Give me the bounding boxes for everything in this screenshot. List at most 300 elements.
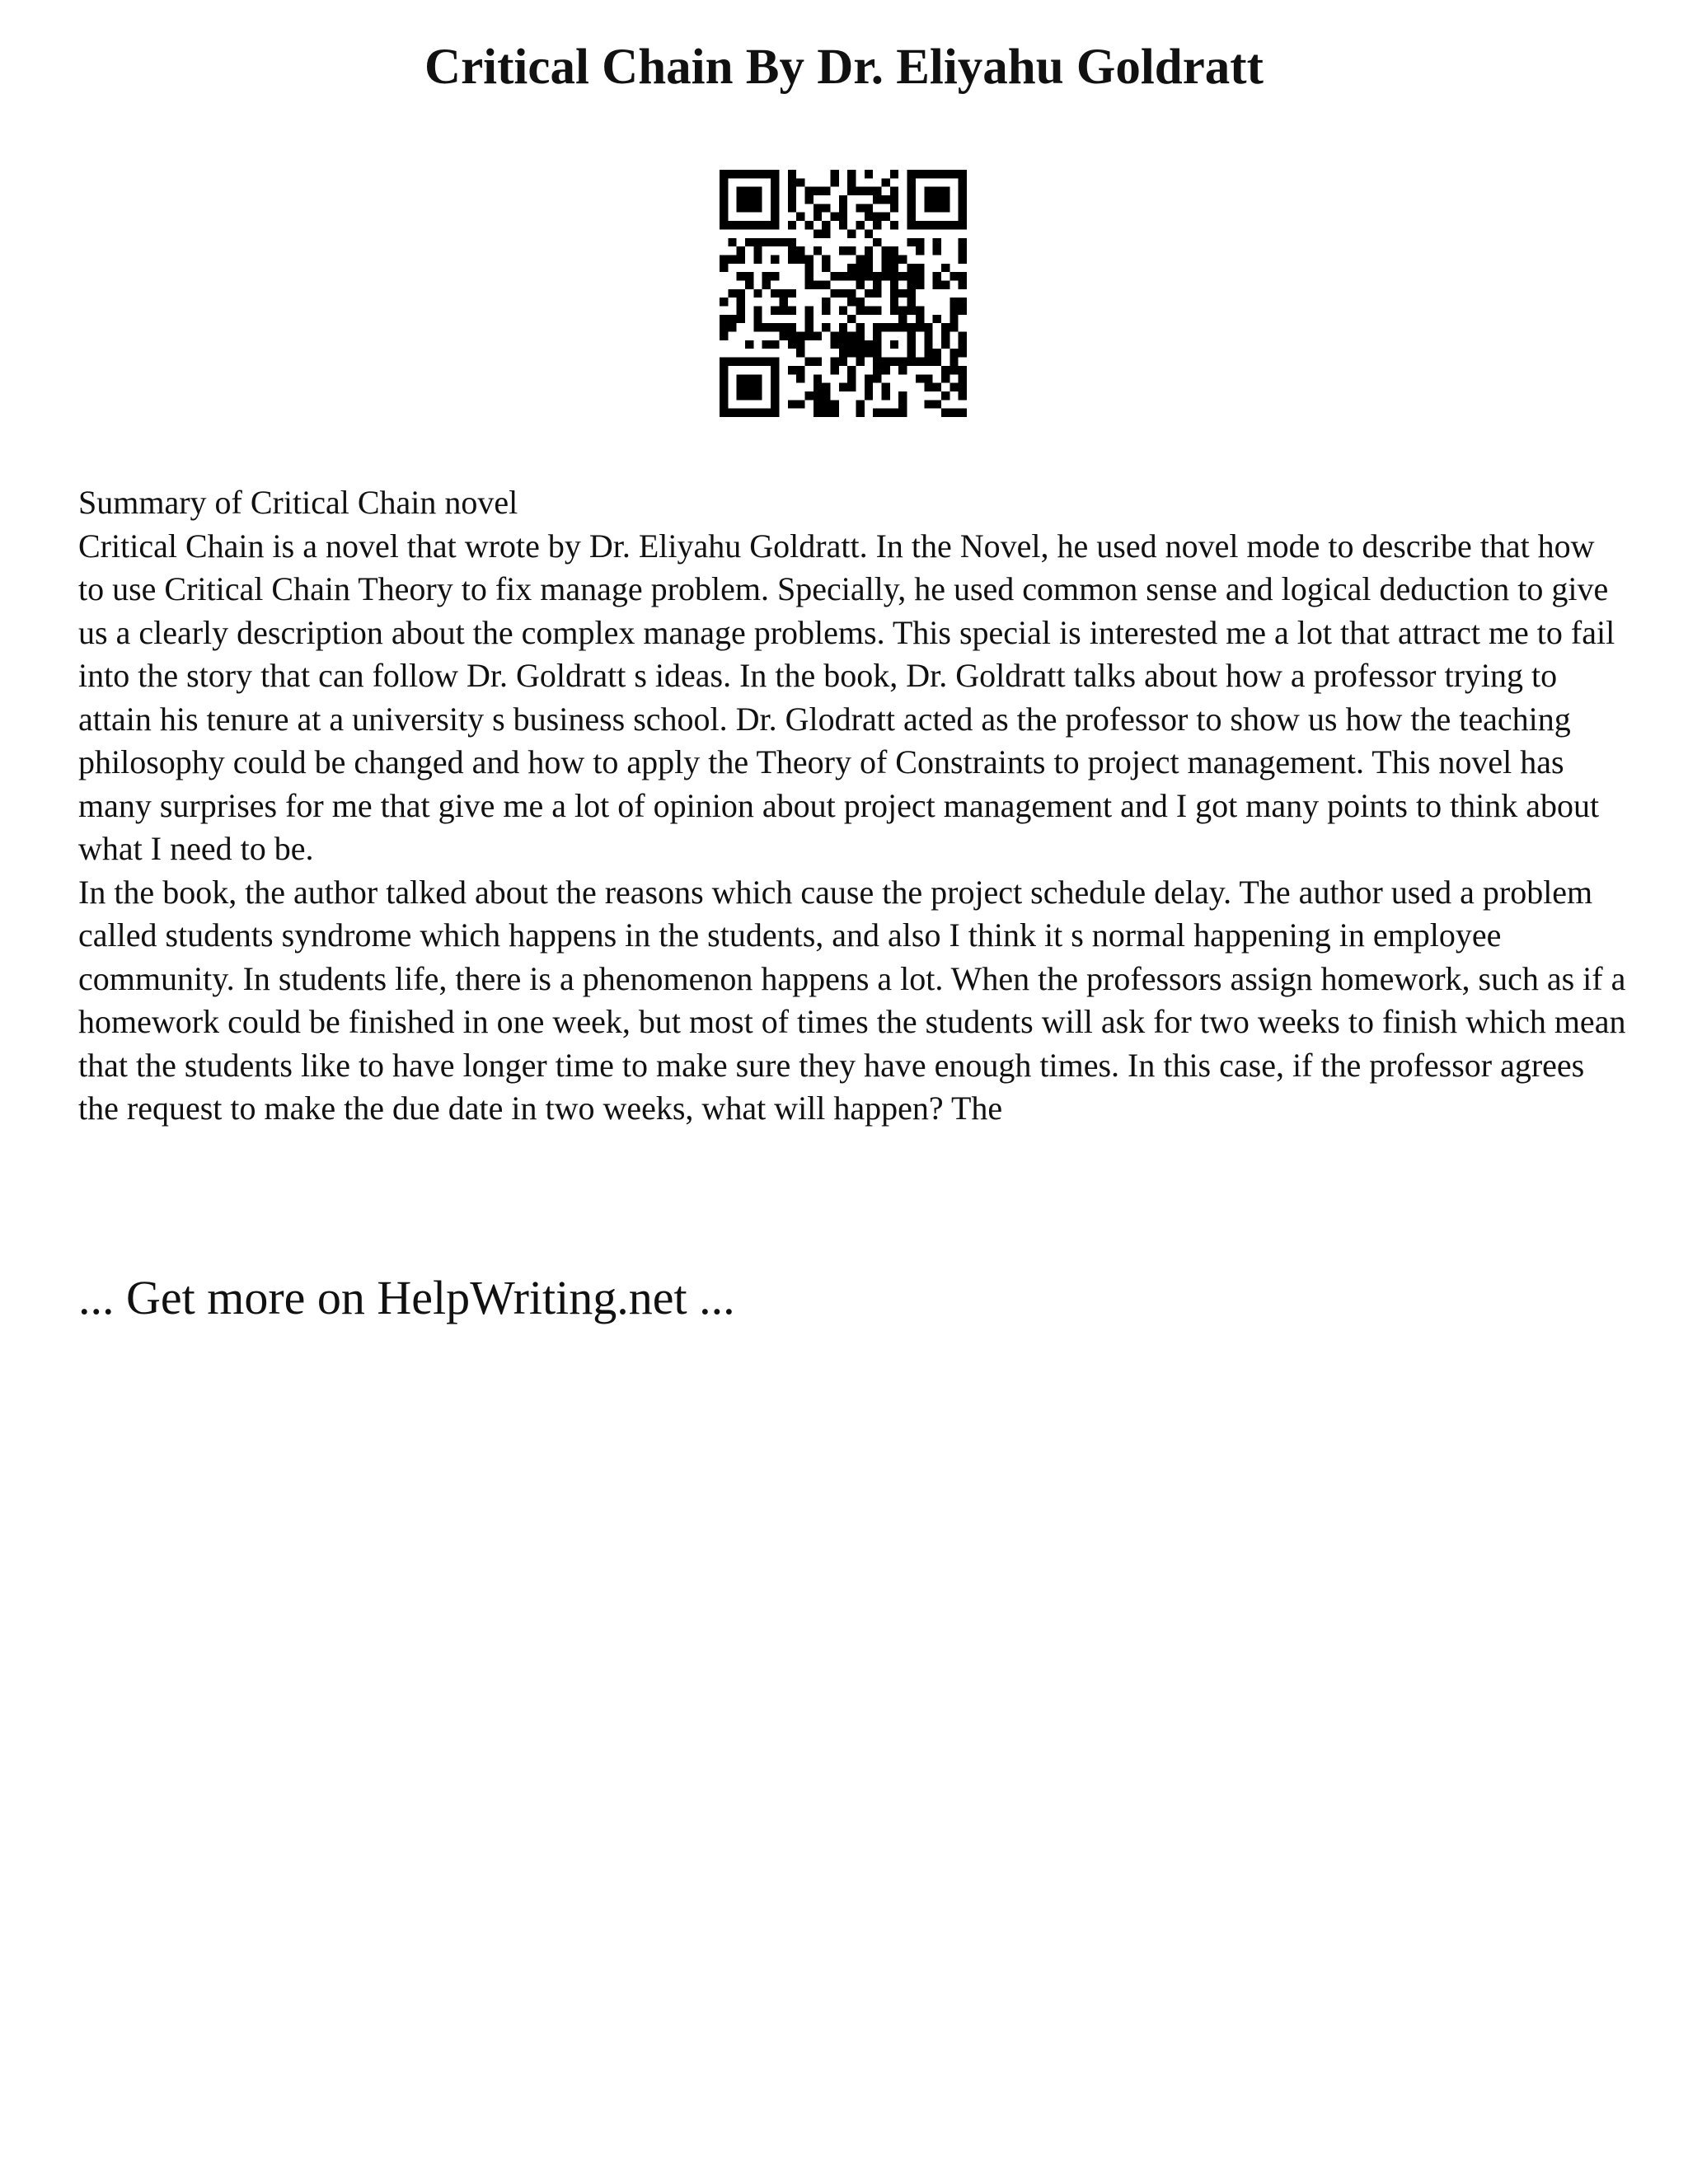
qr-module: [830, 170, 838, 178]
qr-module: [916, 264, 924, 272]
qr-module: [796, 374, 804, 382]
qr-module: [788, 255, 796, 263]
qr-module: [890, 298, 898, 306]
qr-module: [924, 332, 932, 340]
qr-module: [728, 358, 736, 366]
qr-module: [762, 238, 771, 246]
qr-module: [720, 400, 728, 408]
qr-module: [830, 213, 838, 221]
qr-module: [839, 195, 847, 204]
qr-module: [856, 221, 865, 229]
qr-module: [959, 307, 967, 315]
qr-module: [753, 315, 762, 323]
qr-module: [865, 349, 873, 357]
qr-module: [856, 204, 865, 212]
qr-module: [771, 358, 779, 366]
qr-module: [737, 221, 745, 229]
qr-module: [916, 315, 924, 323]
qr-module: [847, 229, 856, 237]
qr-module: [916, 272, 924, 280]
qr-module: [830, 340, 838, 349]
qr-module: [737, 289, 745, 298]
qr-module: [865, 246, 873, 255]
qr-module: [882, 246, 890, 255]
qr-module: [959, 204, 967, 212]
qr-module: [796, 178, 804, 186]
qr-module: [779, 238, 787, 246]
paragraph-1: Critical Chain is a novel that wrote by Dr. Eliyahu Goldratt. In the Novel, he used novel mode to describe that how to use Critical Chain Theory to fix manage problem. Specially, he used common sense and logical deduction to give us a clearly description about the complex manage problems. This special is interested me a lot that attract me to fail into the story that can follow Dr. Goldratt s ideas. In the book, Dr. Goldratt talks about how a professor trying to attain his tenure at a university s business school. Dr. Glodratt acted as the professor to show us how the teaching philosophy could be changed and how to apply the Theory of Constraints to project management. This novel has many surprises for me that give me a lot of opinion about project management and I got many points to think about what I need to be.: [78, 527, 1615, 867]
qr-module: [941, 323, 950, 331]
qr-module: [856, 358, 865, 366]
qr-module: [779, 289, 787, 298]
qr-module: [916, 374, 924, 382]
qr-module: [804, 280, 813, 288]
qr-module: [847, 383, 856, 391]
document-body: [78, 481, 1628, 1131]
qr-module: [762, 340, 771, 349]
qr-module: [788, 187, 796, 195]
qr-module: [950, 298, 958, 306]
qr-module: [933, 246, 941, 255]
qr-module: [788, 221, 796, 229]
qr-module: [907, 238, 916, 246]
qr-module: [907, 195, 916, 204]
qr-module: [907, 221, 916, 229]
qr-module: [771, 323, 779, 331]
qr-module: [865, 340, 873, 349]
summary-heading: Summary of Critical Chain novel: [78, 484, 518, 521]
qr-module: [924, 204, 932, 212]
qr-module: [839, 358, 847, 366]
qr-module: [907, 280, 916, 288]
qr-module: [771, 307, 779, 315]
qr-module: [959, 280, 967, 288]
qr-module: [796, 213, 804, 221]
qr-module: [959, 349, 967, 357]
qr-module: [933, 315, 941, 323]
qr-module: [822, 307, 830, 315]
qr-module: [916, 307, 924, 315]
qr-module: [950, 383, 958, 391]
qr-module: [720, 170, 728, 178]
qr-module: [898, 255, 907, 263]
qr-module: [856, 323, 865, 331]
qr-module: [907, 298, 916, 306]
qr-module: [856, 307, 865, 315]
qr-module: [924, 349, 932, 357]
qr-module: [796, 366, 804, 374]
qr-module: [753, 187, 762, 195]
qr-module: [737, 374, 745, 382]
qr-module: [788, 340, 796, 349]
qr-module: [822, 391, 830, 400]
qr-module: [924, 358, 932, 366]
qr-module: [814, 383, 822, 391]
qr-module: [720, 374, 728, 382]
qr-module: [873, 289, 881, 298]
qr-module: [804, 358, 813, 366]
qr-module: [822, 409, 830, 417]
qr-module: [804, 307, 813, 315]
qr-module: [720, 366, 728, 374]
qr-module: [771, 400, 779, 408]
qr-module: [865, 272, 873, 280]
qr-module: [856, 400, 865, 408]
qr-module: [771, 221, 779, 229]
qr-module: [924, 221, 932, 229]
qr-module: [745, 187, 753, 195]
qr-module: [847, 374, 856, 382]
qr-module: [959, 213, 967, 221]
qr-module: [959, 374, 967, 382]
qr-module: [959, 255, 967, 263]
qr-module: [941, 332, 950, 340]
qr-module: [941, 280, 950, 288]
qr-module: [814, 187, 822, 195]
qr-module: [839, 272, 847, 280]
qr-module: [856, 187, 865, 195]
qr-code-icon: [720, 170, 967, 417]
qr-module: [753, 170, 762, 178]
qr-module: [814, 280, 822, 288]
qr-module: [839, 204, 847, 212]
qr-module: [788, 307, 796, 315]
qr-module: [890, 170, 898, 178]
qr-module: [762, 272, 771, 280]
qr-module: [916, 238, 924, 246]
qr-module: [933, 349, 941, 357]
qr-module: [933, 204, 941, 212]
qr-module: [745, 195, 753, 204]
qr-module: [771, 255, 779, 263]
qr-module: [933, 383, 941, 391]
qr-module: [890, 187, 898, 195]
qr-module: [890, 195, 898, 204]
qr-module: [839, 246, 847, 255]
qr-module: [804, 255, 813, 263]
qr-module: [941, 391, 950, 400]
qr-module: [839, 332, 847, 340]
qr-module: [890, 246, 898, 255]
qr-module: [856, 332, 865, 340]
qr-module: [720, 204, 728, 212]
qr-module: [959, 298, 967, 306]
qr-module: [753, 195, 762, 204]
qr-module: [907, 323, 916, 331]
qr-module: [745, 374, 753, 382]
qr-module: [720, 264, 728, 272]
qr-module: [882, 195, 890, 204]
qr-module: [916, 170, 924, 178]
qr-module: [959, 246, 967, 255]
qr-module: [950, 315, 958, 323]
qr-module: [882, 366, 890, 374]
qr-module: [822, 323, 830, 331]
qr-module: [788, 170, 796, 178]
qr-module: [933, 170, 941, 178]
qr-module: [890, 264, 898, 272]
qr-module: [873, 366, 881, 374]
qr-module: [873, 280, 881, 288]
qr-module: [762, 323, 771, 331]
get-more-link[interactable]: ... Get more on HelpWriting.net ...: [78, 1271, 735, 1324]
qr-module: [924, 323, 932, 331]
qr-module: [873, 221, 881, 229]
qr-module: [779, 332, 787, 340]
qr-module: [796, 246, 804, 255]
qr-module: [753, 246, 762, 255]
qr-module: [720, 391, 728, 400]
qr-module: [753, 323, 762, 331]
qr-module: [882, 358, 890, 366]
qr-module: [728, 221, 736, 229]
qr-module: [941, 264, 950, 272]
qr-module: [873, 349, 881, 357]
qr-module: [822, 255, 830, 263]
qr-module: [720, 255, 728, 263]
qr-module: [882, 391, 890, 400]
qr-module: [941, 221, 950, 229]
qr-module: [804, 332, 813, 340]
qr-module: [933, 221, 941, 229]
qr-module: [753, 221, 762, 229]
qr-module: [822, 280, 830, 288]
qr-module: [728, 255, 736, 263]
qr-module: [788, 178, 796, 186]
qr-module: [865, 289, 873, 298]
qr-module: [771, 340, 779, 349]
qr-module: [847, 264, 856, 272]
qr-module: [830, 400, 838, 408]
qr-module: [737, 358, 745, 366]
qr-module: [847, 289, 856, 298]
qr-module: [814, 229, 822, 237]
qr-module: [890, 280, 898, 288]
qr-module: [882, 255, 890, 263]
qr-module: [804, 272, 813, 280]
qr-module: [950, 409, 958, 417]
qr-module: [890, 358, 898, 366]
qr-module: [959, 332, 967, 340]
qr-module: [762, 280, 771, 288]
qr-module: [745, 409, 753, 417]
qr-module: [856, 255, 865, 263]
qr-module: [959, 170, 967, 178]
qr-module: [856, 340, 865, 349]
qr-module: [753, 204, 762, 212]
qr-module: [873, 323, 881, 331]
qr-module: [907, 307, 916, 315]
qr-module: [941, 195, 950, 204]
qr-module: [745, 221, 753, 229]
qr-module: [745, 204, 753, 212]
qr-module: [856, 264, 865, 272]
qr-module: [839, 289, 847, 298]
qr-module: [779, 307, 787, 315]
qr-module: [804, 264, 813, 272]
qr-module: [839, 323, 847, 331]
qr-module: [737, 195, 745, 204]
qr-module: [873, 187, 881, 195]
qr-module: [873, 358, 881, 366]
qr-module: [959, 409, 967, 417]
qr-module: [873, 195, 881, 204]
qr-module: [890, 221, 898, 229]
qr-module: [959, 238, 967, 246]
qr-module: [728, 323, 736, 331]
qr-module: [796, 332, 804, 340]
qr-module: [804, 195, 813, 204]
qr-module: [924, 187, 932, 195]
qr-module: [847, 332, 856, 340]
qr-module: [950, 170, 958, 178]
qr-module: [728, 238, 736, 246]
qr-module: [907, 170, 916, 178]
qr-module: [839, 383, 847, 391]
qr-module: [779, 323, 787, 331]
qr-module: [959, 383, 967, 391]
qr-module: [941, 366, 950, 374]
qr-module: [830, 272, 838, 280]
qr-module: [847, 178, 856, 186]
qr-module: [788, 246, 796, 255]
qr-module: [959, 195, 967, 204]
qr-module: [771, 289, 779, 298]
qr-module: [950, 307, 958, 315]
qr-module: [890, 204, 898, 212]
qr-module: [865, 264, 873, 272]
qr-module: [788, 400, 796, 408]
qr-module: [933, 400, 941, 408]
qr-module: [873, 374, 881, 382]
qr-module: [720, 383, 728, 391]
qr-module: [796, 340, 804, 349]
qr-module: [907, 272, 916, 280]
qr-module: [898, 307, 907, 315]
qr-module: [814, 204, 822, 212]
qr-module: [882, 383, 890, 391]
qr-module: [788, 366, 796, 374]
qr-module: [907, 340, 916, 349]
qr-module: [950, 272, 958, 280]
qr-module: [873, 213, 881, 221]
qr-module: [728, 409, 736, 417]
qr-module: [856, 272, 865, 280]
qr-module: [924, 340, 932, 349]
qr-module: [856, 298, 865, 306]
qr-module: [907, 349, 916, 357]
qr-module: [737, 255, 745, 263]
qr-module: [720, 221, 728, 229]
qr-module: [959, 391, 967, 400]
qr-module: [822, 187, 830, 195]
qr-module: [907, 332, 916, 340]
qr-module: [753, 255, 762, 263]
qr-module: [771, 213, 779, 221]
qr-module: [822, 204, 830, 212]
qr-module: [771, 204, 779, 212]
qr-module: [720, 213, 728, 221]
qr-module: [745, 170, 753, 178]
qr-module: [873, 307, 881, 315]
qr-module: [882, 323, 890, 331]
qr-module: [737, 170, 745, 178]
qr-module: [804, 187, 813, 195]
qr-module: [907, 264, 916, 272]
qr-module: [882, 409, 890, 417]
qr-module: [737, 298, 745, 306]
qr-module: [959, 178, 967, 186]
qr-module: [933, 187, 941, 195]
qr-module: [771, 374, 779, 382]
qr-module: [865, 213, 873, 221]
qr-module: [771, 272, 779, 280]
qr-module: [847, 366, 856, 374]
qr-module: [933, 280, 941, 288]
qr-module: [839, 349, 847, 357]
qr-module: [788, 332, 796, 340]
qr-module: [720, 187, 728, 195]
qr-module: [916, 280, 924, 288]
qr-module: [933, 195, 941, 204]
qr-module: [814, 409, 822, 417]
qr-module: [959, 340, 967, 349]
qr-module: [907, 187, 916, 195]
qr-module: [753, 307, 762, 315]
qr-module: [796, 349, 804, 357]
qr-module: [822, 264, 830, 272]
qr-module: [814, 246, 822, 255]
qr-module: [916, 246, 924, 255]
qr-module: [788, 238, 796, 246]
qr-module: [873, 409, 881, 417]
qr-module: [830, 178, 838, 186]
qr-module: [720, 195, 728, 204]
qr-module: [804, 221, 813, 229]
qr-module: [796, 255, 804, 263]
qr-module: [847, 246, 856, 255]
page-title: Critical Chain By Dr. Eliyahu Goldratt: [424, 40, 1264, 95]
qr-module: [788, 289, 796, 298]
qr-module: [898, 366, 907, 374]
qr-module: [814, 358, 822, 366]
qr-module: [950, 349, 958, 357]
qr-module: [720, 409, 728, 417]
qr-module: [720, 298, 728, 306]
qr-module: [890, 340, 898, 349]
qr-module: [941, 340, 950, 349]
qr-module: [745, 238, 753, 246]
qr-module: [720, 323, 728, 331]
qr-module: [847, 315, 856, 323]
qr-module: [804, 391, 813, 400]
qr-module: [847, 340, 856, 349]
qr-module: [737, 187, 745, 195]
qr-module: [941, 170, 950, 178]
qr-module: [898, 409, 907, 417]
qr-module: [796, 400, 804, 408]
qr-module: [839, 307, 847, 315]
qr-module: [882, 272, 890, 280]
qr-module: [771, 383, 779, 391]
qr-module: [847, 170, 856, 178]
qr-module: [830, 409, 838, 417]
qr-module: [865, 374, 873, 382]
qr-module: [950, 221, 958, 229]
qr-module: [771, 195, 779, 204]
qr-module: [950, 358, 958, 366]
qr-module: [745, 391, 753, 400]
